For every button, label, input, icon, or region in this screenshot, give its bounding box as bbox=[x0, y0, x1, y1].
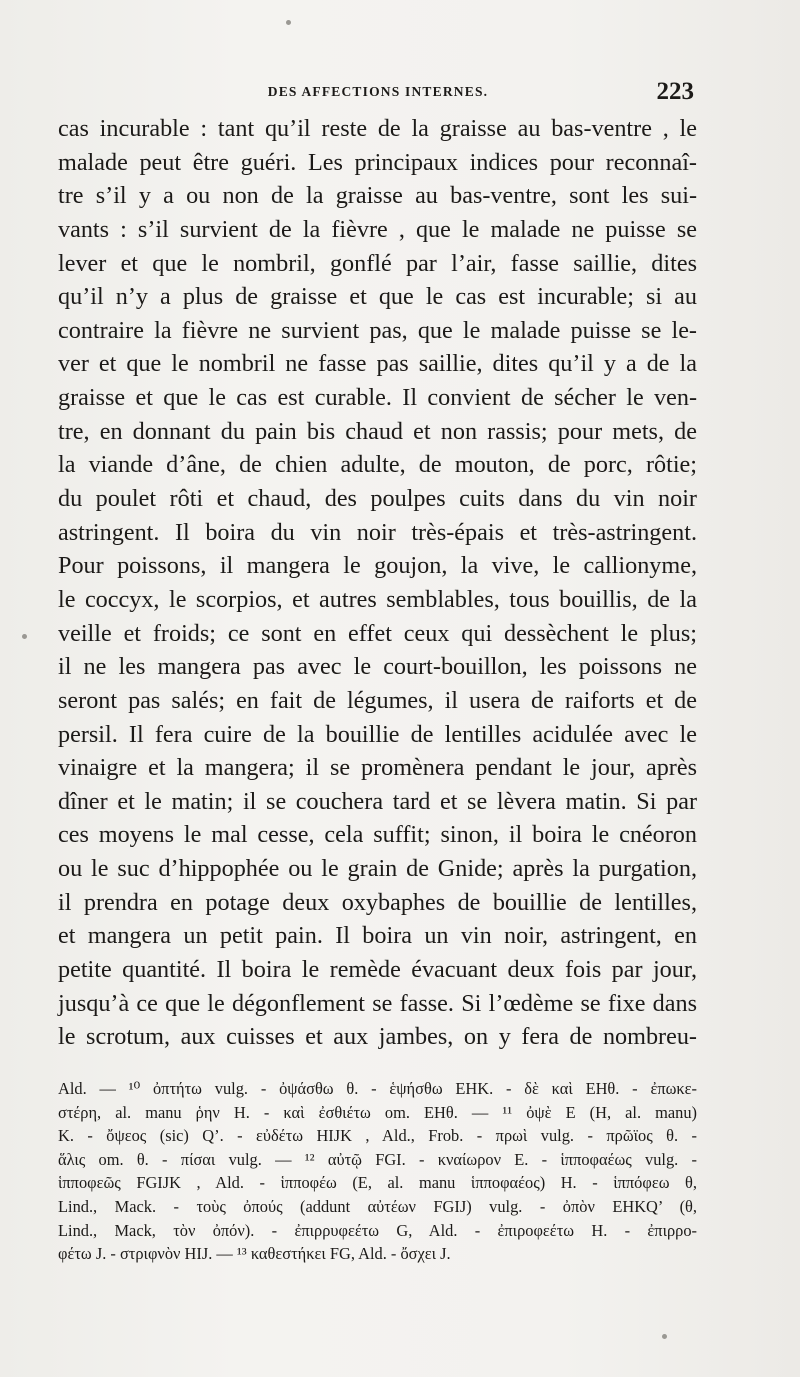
footnote-line-3: K. - ὄψεος (sic) Q’. - εὐδέτω HIJK , Ald., Frob. - πρωὶ vulg. - πρῶϊος θ. - bbox=[58, 1126, 697, 1146]
text-line-11: la viande d’âne, de chien adulte, de mouton, de porc, rôtie; bbox=[58, 451, 697, 479]
footnotes bbox=[58, 1077, 697, 1266]
text-line-10: tre, en donnant du pain bis chaud et non rassis; pour mets, de bbox=[58, 417, 697, 445]
text-line-9: graisse et que le cas est curable. Il convient de sécher le ven- bbox=[58, 384, 697, 412]
text-line-6: qu’il n’y a plus de graisse et que le cas est incurable; si au bbox=[58, 283, 697, 311]
footnote-line-4: ἅλις om. θ. - πίσαι vulg. — ¹² αὐτῷ FGI. - κναίωρον E. - ἱπποφαέως vulg. - bbox=[58, 1149, 697, 1169]
text-line-4: vants : s’il survient de la fièvre , que le malade ne puisse se bbox=[58, 215, 697, 243]
paper-speck bbox=[286, 20, 291, 25]
text-line-18: seront pas salés; en fait de légumes, il usera de raiforts et de bbox=[58, 686, 697, 714]
page-number: 223 bbox=[656, 78, 694, 105]
paper-speck bbox=[22, 634, 27, 639]
text-line-22: ces moyens le mal cesse, cela suffit; sinon, il boira le cnéoron bbox=[58, 821, 697, 849]
text-line-8: ver et que le nombril ne fasse pas saillie, dites qu’il y a de la bbox=[58, 350, 697, 378]
text-line-16: veille et froids; ce sont en effet ceux qui dessèchent le plus; bbox=[58, 619, 697, 647]
paper-speck bbox=[662, 1334, 667, 1339]
text-line-20: vinaigre et la mangera; il se promènera pendant le jour, après bbox=[58, 754, 697, 782]
text-line-14: Pour poissons, il mangera le goujon, la vive, le callionyme, bbox=[58, 552, 697, 580]
page-header bbox=[60, 78, 696, 112]
text-line-12: du poulet rôti et chaud, des poulpes cuits dans du vin noir bbox=[58, 485, 697, 513]
running-head: DES AFFECTIONS INTERNES. bbox=[267, 84, 489, 99]
text-line-25: et mangera un petit pain. Il boira un vin noir, astringent, en bbox=[58, 922, 697, 950]
footnote-line-7: Lind., Mack, τὸν ὀπόν). - ἐπιρρυφεέτω G, Ald. - ἐπιροφεέτω H. - ἐπιρρο- bbox=[58, 1220, 697, 1240]
text-line-5: lever et que le nombril, gonflé par l’air, fasse saillie, dites bbox=[58, 249, 697, 277]
main-text bbox=[58, 112, 697, 1054]
footnote-line-6: Lind., Mack. - τοὺς ὀπούς (addunt αὐτέων FGIJ) vulg. - ὀπὸν EHKQ’ (θ, bbox=[58, 1196, 697, 1216]
footnote-line-2: στέρη, al. manu ῥην H. - καὶ ἐσθιέτω om. EHθ. — ¹¹ ὀψὲ E (H, al. manu) bbox=[58, 1102, 697, 1122]
text-line-24: il prendra en potage deux oxybaphes de bouillie de lentilles, bbox=[58, 888, 697, 916]
text-line-17: il ne les mangera pas avec le court-bouillon, les poissons ne bbox=[58, 653, 697, 681]
text-line-15: le coccyx, le scorpios, et autres semblables, tous bouillis, de la bbox=[58, 585, 697, 613]
text-line-21: dîner et le matin; il se couchera tard et se lèvera matin. Si par bbox=[58, 787, 697, 815]
text-line-13: astringent. Il boira du vin noir très-épais et très-astringent. bbox=[58, 518, 697, 546]
text-line-3: tre s’il y a ou non de la graisse au bas-ventre, sont les sui- bbox=[58, 182, 697, 210]
footnote-line-8: φέτω J. - στριφνὸν HIJ. — ¹³ καθεστήκει FG, Ald. - ὄσχει J. bbox=[58, 1244, 451, 1264]
text-line-7: contraire la fièvre ne survient pas, que le malade puisse se le- bbox=[58, 316, 697, 344]
text-line-28: le scrotum, aux cuisses et aux jambes, on y fera de nombreu- bbox=[58, 1023, 697, 1051]
text-line-27: jusqu’à ce que le dégonflement se fasse. Si l’œdème se fixe dans bbox=[58, 989, 697, 1017]
text-line-2: malade peut être guéri. Les principaux indices pour reconnaî- bbox=[58, 148, 697, 176]
text-line-1: cas incurable : tant qu’il reste de la graisse au bas-ventre , le bbox=[58, 115, 697, 142]
text-line-23: ou le suc d’hippophée ou le grain de Gnide; après la purgation, bbox=[58, 855, 697, 883]
text-line-19: persil. Il fera cuire de la bouillie de lentilles acidulée avec le bbox=[58, 720, 697, 748]
footnote-line-5: ἱπποφεῶς FGIJK , Ald. - ἱπποφέω (E, al. manu ἱπποφαέος) H. - ἱππόφεω θ, bbox=[58, 1173, 697, 1193]
text-line-26: petite quantité. Il boira le remède évacuant deux fois par jour, bbox=[58, 956, 697, 984]
footnote-line-1: Ald. — ¹⁰ ὀπτήτω vulg. - ὀψάσθω θ. - ἑψήσθω EHK. - δὲ καὶ EHθ. - ἐπωκε- bbox=[58, 1079, 697, 1098]
